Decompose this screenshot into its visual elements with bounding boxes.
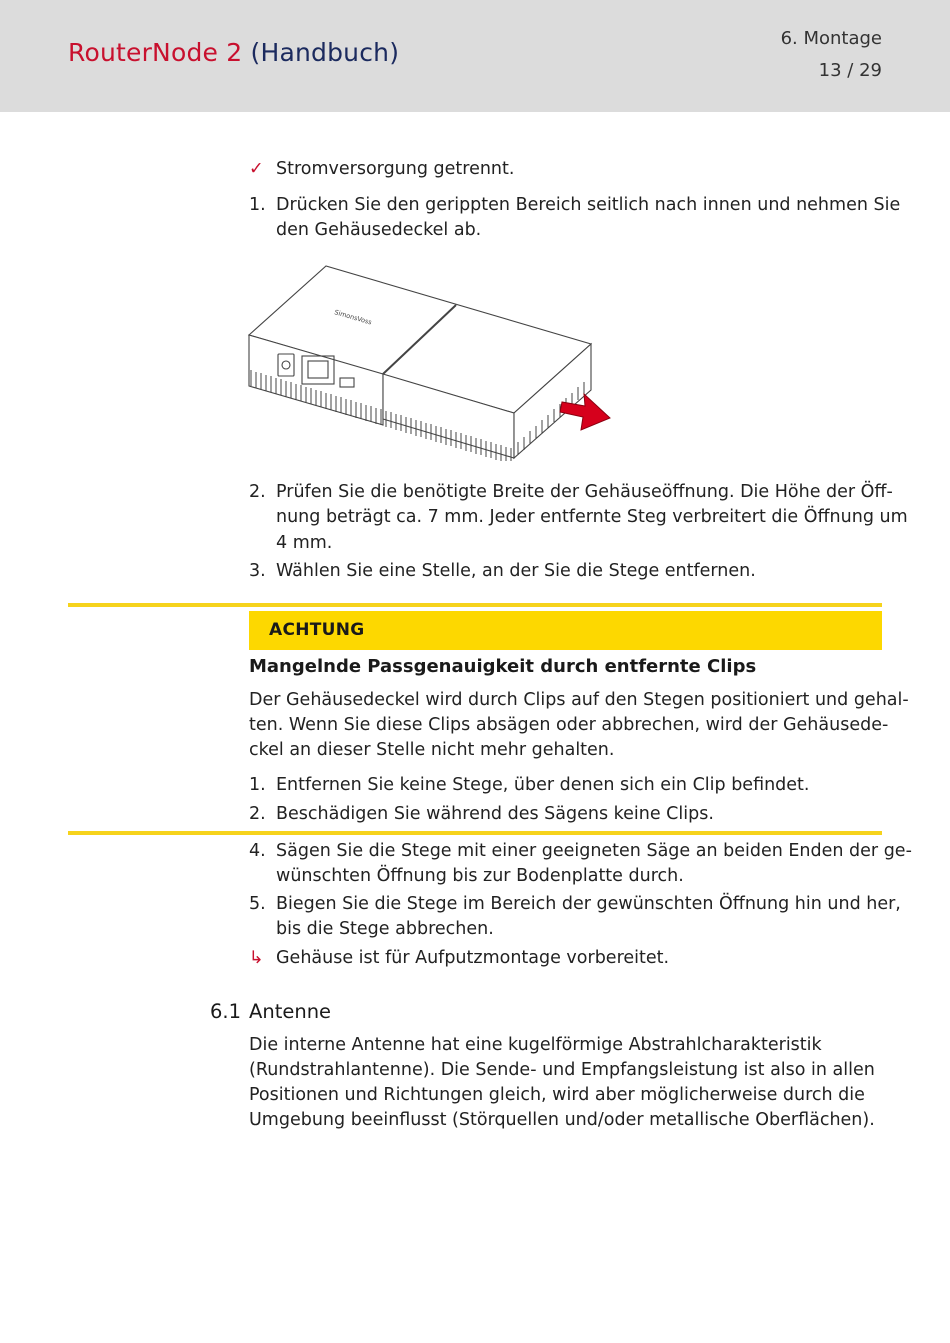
- section-body-line: Positionen und Richtungen gleich, wird aber möglicherweise durch die: [249, 1085, 865, 1105]
- step-line: Biegen Sie die Stege im Bereich der gewünschten Öffnung hin und her,: [276, 894, 901, 914]
- step-line: nung beträgt ca. 7 mm. Jeder entfernte Steg verbreitert die Öffnung um: [276, 507, 908, 527]
- step-number: 5.: [249, 894, 266, 914]
- device-illustration: [246, 262, 614, 462]
- manual-label: (Handbuch): [250, 38, 400, 67]
- notice-label: ACHTUNG: [269, 620, 365, 640]
- precondition-text: Stromversorgung getrennt.: [276, 159, 515, 179]
- notice-item: Entfernen Sie keine Stege, über denen sich ein Clip befindet.: [276, 775, 810, 795]
- notice-heading: Mangelnde Passgenauigkeit durch entfernte Clips: [249, 656, 757, 677]
- notice-item-number: 2.: [249, 804, 266, 824]
- step-number: 3.: [249, 561, 266, 581]
- step-line: Prüfen Sie die benötigte Breite der Gehäuseöffnung. Die Höhe der Öff-: [276, 482, 893, 502]
- notice-body-line: ten. Wenn Sie diese Clips absägen oder abbrechen, wird der Gehäusede-: [249, 715, 889, 735]
- check-icon: ✓: [249, 159, 264, 179]
- section-body-line: Die interne Antenne hat eine kugelförmige Abstrahlcharakteristik: [249, 1035, 822, 1055]
- step-line: Drücken Sie den gerippten Bereich seitlich nach innen und nehmen Sie: [276, 195, 901, 215]
- document-title: [68, 38, 399, 67]
- step-line: Sägen Sie die Stege mit einer geeigneten Säge an beiden Enden der ge-: [276, 841, 912, 861]
- notice-top-rule: [68, 603, 882, 607]
- step-line: bis die Stege abbrechen.: [276, 919, 494, 939]
- section-body-line: Umgebung beeinflusst (Störquellen und/oder metallische Oberflächen).: [249, 1110, 875, 1130]
- chapter-label: 6. Montage: [780, 28, 882, 49]
- step-line: Wählen Sie eine Stelle, an der Sie die Stege entfernen.: [276, 561, 756, 581]
- step-number: 1.: [249, 195, 266, 215]
- page-header: [0, 0, 950, 112]
- section-body-line: (Rundstrahlantenne). Die Sende- und Empfangsleistung ist also in allen: [249, 1060, 875, 1080]
- step-line: den Gehäusedeckel ab.: [276, 220, 482, 240]
- device-brand-label: SimonsVoss: [333, 308, 373, 327]
- page-number: 13 / 29: [818, 60, 882, 81]
- notice-item-number: 1.: [249, 775, 266, 795]
- section-number: 6.1: [210, 1000, 242, 1023]
- step-line: wünschten Öffnung bis zur Bodenplatte durch.: [276, 866, 684, 886]
- notice-item: Beschädigen Sie während des Sägens keine Clips.: [276, 804, 714, 824]
- notice-bottom-rule: [68, 831, 882, 835]
- notice-banner: [249, 611, 882, 650]
- result-arrow-icon: ↳: [249, 948, 264, 968]
- notice-body-line: Der Gehäusedeckel wird durch Clips auf den Stegen positioniert und gehal-: [249, 690, 909, 710]
- product-name: RouterNode 2: [68, 38, 243, 67]
- section-title: Antenne: [249, 1000, 332, 1023]
- step-line: 4 mm.: [276, 533, 333, 553]
- step-number: 2.: [249, 482, 266, 502]
- step-number: 4.: [249, 841, 266, 861]
- result-text: Gehäuse ist für Aufputzmontage vorbereitet.: [276, 948, 670, 968]
- notice-body-line: ckel an dieser Stelle nicht mehr gehalten.: [249, 740, 615, 760]
